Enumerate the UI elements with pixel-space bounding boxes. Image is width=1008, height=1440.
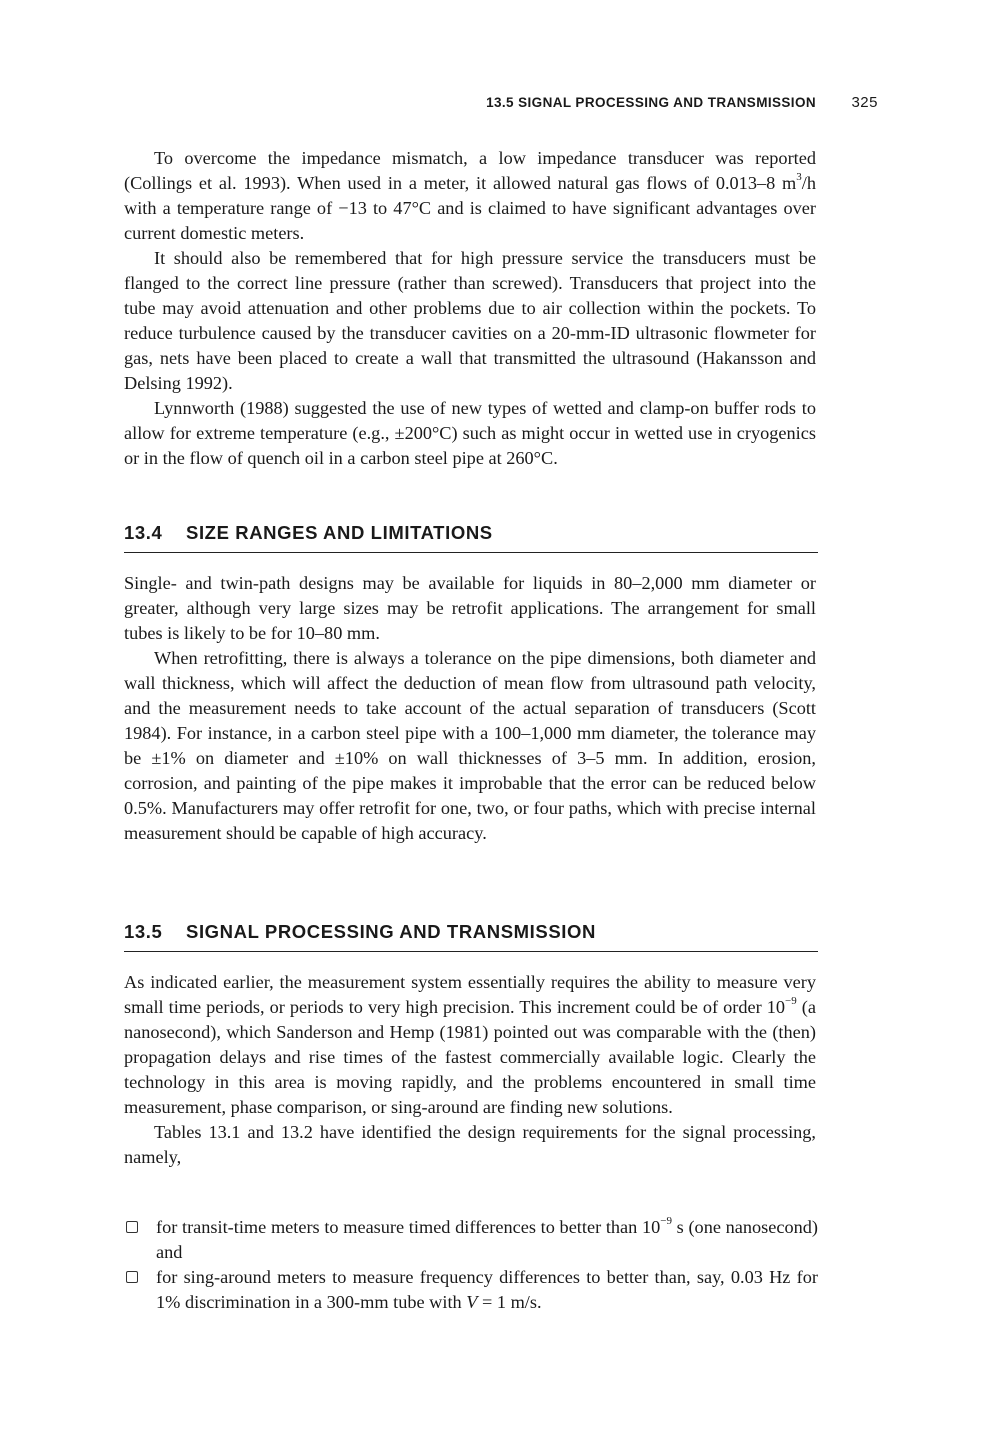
section-title: SIZE RANGES AND LIMITATIONS <box>186 522 493 543</box>
paragraph: When retrofitting, there is always a tolerance on the pipe dimensions, both diameter and wall thickness, which will affect the deduction of mean flow from ultrasound path velocity, and the measurement needs to take account of the actual separation of transducers (Scott 1984). For instance, in a carbon steel pipe with a 100–1,000 mm diameter, the tolerance may be ±1% on diameter and ±10% on wall thicknesses of 3–5 mm. In addition, erosion, corrosion, and painting of the pipe makes it improbable that the error can be reduced below 0.5%. Manufacturers may offer retrofit for one, two, or four paths, which with precise internal measurement should be capable of high accuracy. <box>124 648 816 843</box>
section-heading-13-4 <box>124 522 818 553</box>
list-item-text: s (one nanosecond) and <box>156 1217 819 1262</box>
section-number: 13.5 <box>124 921 163 942</box>
paragraph: Lynnworth (1988) suggested the use of new types of wetted and clamp-on buffer rods to allow for extreme temperature (e.g., ±200°C) such as might occur in wetted use in cryogenics or in the flow of quench oil in a carbon steel pipe at 260°C. <box>124 398 816 468</box>
list-item-text: = 1 m/s. <box>477 1292 542 1312</box>
paragraph-text: As indicated earlier, the measurement system essentially requires the ability to measure very small time periods, or periods to very high precision. This increment could be of order 10 <box>124 972 816 1017</box>
paragraph: Single- and twin-path designs may be available for liquids in 80–2,000 mm diameter or greater, although very large sizes may be retrofit applications. The arrangement for small tubes is likely to be for 10–80 mm. <box>124 573 816 643</box>
list-item-text: for sing-around meters to measure frequency differences to better than, say, 0.03 Hz for 1% discrimination in a 300-mm tube with <box>156 1267 818 1312</box>
requirements-list <box>124 1215 818 1315</box>
list-item <box>124 1265 818 1315</box>
running-head <box>124 93 878 115</box>
section-13-5-text <box>124 970 816 1170</box>
paragraph-text: (a nanosecond), which Sanderson and Hemp (1981) pointed out was comparable with the (then) propagation delays and rise times of the fastest commercially available logic. Clearly the technology in this area is moving rapidly, and the problems encountered in small time measurement, phase comparison, or sing-around are finding new solutions. <box>124 997 816 1117</box>
paragraph-text: To overcome the impedance mismatch, a low impedance transducer was reported (Collings et al. 1993). When used in a meter, it allowed natural gas flows of 0.013–8 m <box>124 148 816 193</box>
list-item <box>124 1215 818 1265</box>
page-number: 325 <box>851 94 878 111</box>
section-heading-13-5 <box>124 921 818 952</box>
section-number: 13.4 <box>124 522 163 543</box>
superscript: −9 <box>660 1214 672 1227</box>
list-item-text: for transit-time meters to measure timed differences to better than 10 <box>156 1217 661 1237</box>
superscript: −9 <box>785 994 797 1007</box>
checkbox-bullet-icon <box>126 1271 138 1283</box>
paragraph-text: /h with a temperature range of −13 to 47°C and is claimed to have significant advantages over current domestic meters. <box>124 173 816 243</box>
section-13-4-text <box>124 571 816 846</box>
paragraph <box>124 970 816 1120</box>
section-title: SIGNAL PROCESSING AND TRANSMISSION <box>186 921 596 942</box>
checkbox-bullet-icon <box>126 1221 138 1233</box>
intro-text <box>124 146 816 471</box>
paragraph: It should also be remembered that for high pressure service the transducers must be flanged to the correct line pressure (rather than screwed). Transducers that project into the tube may avoid attenuation and other problems due to air collection within the pockets. To reduce turbulence caused by the transducer cavities on a 20-mm-ID ultrasonic flowmeter for gas, nets have been placed to create a wall that transmitted the ultrasound (Hakansson and Delsing 1992). <box>124 248 816 393</box>
running-head-title: 13.5 SIGNAL PROCESSING AND TRANSMISSION <box>486 95 816 110</box>
paragraph: Tables 13.1 and 13.2 have identified the design requirements for the signal processing, namely, <box>124 1122 816 1167</box>
paragraph <box>124 146 816 246</box>
variable: V <box>466 1292 478 1312</box>
superscript: 3 <box>796 170 802 183</box>
